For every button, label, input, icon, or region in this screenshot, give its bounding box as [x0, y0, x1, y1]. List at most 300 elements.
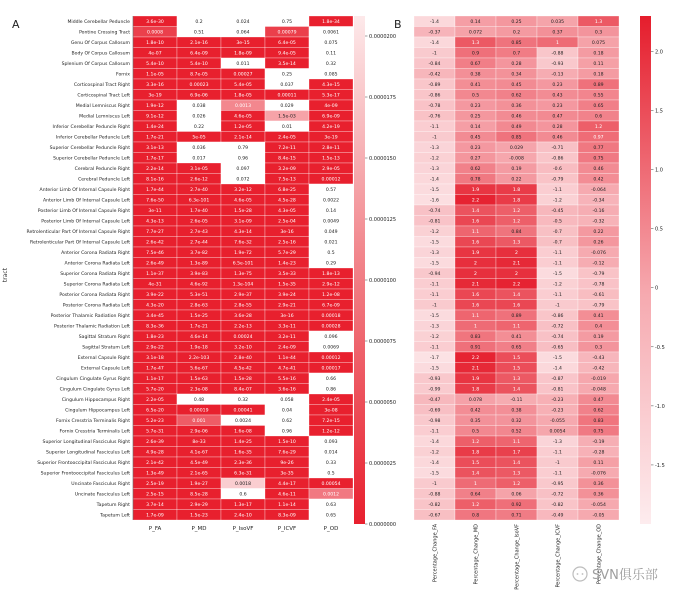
row-label: Posterior Thalamic Radiation Right: [50, 314, 130, 320]
cell-value: 2.9e-06: [190, 429, 208, 435]
cell-value: 0.22: [593, 230, 604, 236]
cell-value: -1: [432, 303, 437, 309]
cell-value: -0.99: [428, 387, 441, 393]
cell-value: -1.3: [430, 324, 439, 330]
cell-value: -0.019: [591, 377, 606, 383]
cell-value: 6.9e-09: [322, 114, 340, 120]
cell-value: 2.6e-12: [190, 177, 208, 183]
cell-value: 0.97: [593, 135, 604, 141]
cell-value: 8.7e-05: [190, 72, 208, 78]
cell-value: -1: [555, 461, 560, 467]
cell-value: 8e-33: [192, 440, 206, 446]
cell-value: 0.2: [512, 30, 521, 36]
row-label: Cingulum Cingulate Gyrus Left: [59, 387, 130, 393]
row-label: Cingulum Cingulate Gyrus Right: [56, 377, 130, 383]
cell-value: -1.3: [430, 167, 439, 173]
cell-value: -1.1: [430, 125, 439, 131]
cell-value: 1.8: [512, 188, 521, 194]
cell-value: 2.1e-14: [234, 135, 252, 141]
cell-value: 2.2: [512, 282, 521, 288]
cell-value: -1.4: [430, 41, 439, 47]
cell-value: 3e-35: [280, 471, 294, 477]
cell-value: -0.79: [592, 303, 605, 309]
cell-value: 3.2e-11: [278, 335, 296, 341]
cell-value: 0.62: [511, 93, 522, 99]
cell-value: 0.49: [511, 125, 522, 131]
cell-value: -0.16: [592, 209, 605, 215]
cell-value: -0.78: [428, 104, 441, 110]
cell-value: -0.23: [551, 408, 564, 414]
cell-value: -1.4: [553, 366, 562, 372]
cell-value: 3.1e-09: [234, 219, 252, 225]
cell-value: 0.18: [593, 51, 604, 57]
row-label: Sagittal Stratum Left: [82, 345, 130, 351]
cell-value: 0.96: [237, 156, 249, 162]
cell-value: 0.41: [511, 335, 522, 341]
colorbar-b: [640, 16, 665, 524]
cell-value: 0.3: [594, 30, 603, 36]
cell-value: 3e-16: [280, 230, 294, 236]
cell-value: 1.3: [471, 41, 480, 47]
cell-value: 3.4e-45: [146, 314, 164, 320]
row-label: Middle Cerebellar Peduncle: [67, 20, 130, 26]
cell-value: -1.1: [430, 345, 439, 351]
cell-value: 2.6e-49: [146, 261, 164, 267]
cell-value: -0.49: [551, 513, 564, 519]
cell-value: 2.5e-04: [278, 219, 296, 225]
cell-value: 0.11: [325, 51, 337, 57]
cell-value: 0.5: [327, 251, 335, 257]
cell-value: 6.4e-09: [190, 51, 208, 57]
cell-value: 3.1e-18: [146, 356, 164, 362]
cell-value: 1.9: [471, 188, 480, 194]
cell-value: 6.5e-20: [146, 408, 164, 414]
cell-value: 4.5e-49: [190, 461, 208, 467]
cell-value: 2.1e-42: [146, 461, 164, 467]
cell-value: 0.0008: [146, 30, 164, 36]
cell-value: 2.6e-05: [190, 219, 208, 225]
cell-value: 0.28: [552, 125, 563, 131]
cell-value: -0.5: [553, 219, 562, 225]
cell-value: -1: [432, 482, 437, 488]
colorbar-tick-label: 1.5: [655, 108, 663, 115]
cell-value: 0.48: [193, 398, 205, 404]
cell-value: 1.2: [512, 209, 521, 215]
cell-value: 3.6e-30: [146, 20, 164, 26]
cell-value: 1.8e-09: [234, 51, 252, 57]
cell-value: 4e-09: [324, 104, 338, 110]
cell-value: -0.47: [428, 398, 441, 404]
cell-value: -0.23: [551, 398, 564, 404]
cell-value: 0.14: [470, 125, 481, 131]
cell-value: 1.9e-12: [146, 104, 164, 110]
cell-value: 2.2e-05: [146, 398, 164, 404]
cell-value: 6.4e-05: [278, 41, 296, 47]
cell-value: 4.5e-28: [278, 198, 296, 204]
cell-value: 0.25: [281, 72, 293, 78]
row-label: Retrolenticular Part Of Internal Capsule Left: [29, 240, 130, 246]
column-label: P_OD: [323, 526, 339, 532]
cell-value: 0.04: [281, 408, 293, 414]
column-label: Percentage_Change_ICVF: [555, 524, 562, 588]
cell-value: 0.52: [511, 429, 522, 435]
cell-value: -0.43: [592, 356, 605, 362]
cell-value: 0.001: [192, 419, 206, 425]
cell-value: 1.5: [512, 366, 521, 372]
cell-value: 0.47: [593, 398, 604, 404]
cell-value: 1.6e-08: [234, 429, 252, 435]
cell-value: -0.32: [592, 219, 605, 225]
cell-value: -1.5: [430, 240, 439, 246]
cell-value: 2.1e-16: [190, 41, 208, 47]
cell-value: 4.6e-05: [234, 198, 252, 204]
heatmap-panel-a: [27, 16, 353, 532]
cell-value: 0.029: [509, 146, 524, 152]
cell-value: 1.8e-13: [322, 272, 340, 278]
cell-value: 0.46: [552, 135, 563, 141]
cell-value: 3e-16: [280, 314, 294, 320]
column-label: Percentage_Change_FA: [432, 524, 439, 583]
cell-value: 2.7e-44: [190, 240, 208, 246]
cell-value: -1.6: [430, 198, 439, 204]
cell-value: -0.67: [428, 513, 441, 519]
cell-value: 1: [556, 41, 559, 47]
cell-value: -0.45: [551, 209, 564, 215]
cell-value: 6.7e-09: [322, 303, 340, 309]
cell-value: 0.65: [325, 513, 337, 519]
cell-value: 0.63: [325, 503, 337, 509]
cell-value: 0.037: [280, 83, 294, 89]
cell-value: 0.64: [470, 492, 481, 498]
cell-value: 1.3e-104: [232, 282, 254, 288]
cell-value: 0.86: [325, 387, 337, 393]
cell-value: 0.55: [593, 93, 604, 99]
cell-value: 0.42: [593, 177, 604, 183]
cell-value: 1.9: [471, 251, 480, 257]
cell-value: 0.00019: [189, 408, 209, 414]
cell-value: 1.1: [512, 440, 521, 446]
cell-value: -1.5: [553, 356, 562, 362]
cell-value: 0.00027: [233, 72, 253, 78]
cell-value: 2.2e-13: [234, 324, 252, 330]
cell-value: 1.1e-05: [146, 72, 164, 78]
cell-value: 1.2: [594, 125, 603, 131]
cell-value: -0.93: [551, 62, 564, 68]
cell-value: 6.3e-31: [234, 471, 252, 477]
cell-value: 0.049: [324, 230, 338, 236]
cell-value: 1.6: [471, 303, 480, 309]
row-label: Medial Lemniscus Right: [75, 104, 130, 110]
cell-value: -1.3: [430, 146, 439, 152]
row-label: Pontine Crossing Tract: [79, 30, 130, 36]
cell-value: 0.75: [593, 429, 604, 435]
cell-value: 0.62: [470, 167, 481, 173]
cell-value: 0.4: [594, 324, 603, 330]
cell-value: -0.34: [592, 198, 605, 204]
cell-value: 0.75: [281, 20, 293, 26]
panel-b-label: B: [394, 18, 402, 31]
cell-value: 1.3: [512, 240, 521, 246]
cell-value: 7.2e-15: [322, 419, 340, 425]
cell-value: 1.9: [471, 377, 480, 383]
column-label: P_ICVF: [277, 526, 297, 532]
panel-a-label: A: [12, 18, 20, 31]
cell-value: 1.7e-09: [146, 513, 164, 519]
row-label: External Capsule Left: [81, 366, 130, 372]
cell-value: 2.9e-37: [234, 293, 252, 299]
cell-value: 2.1e-65: [190, 471, 208, 477]
cell-value: -1.1: [553, 261, 562, 267]
cell-value: 0.3: [594, 345, 603, 351]
cell-value: 0.36: [593, 492, 604, 498]
cell-value: 6.8e-25: [278, 188, 296, 194]
cell-value: 2.3e-36: [234, 461, 252, 467]
cell-value: 0.51: [193, 30, 205, 36]
cell-value: 9.4e-05: [278, 51, 296, 57]
colorbar-b-gradient: [640, 16, 651, 524]
cell-value: 0.42: [470, 408, 481, 414]
colorbar-tick-label: -1.5: [655, 462, 665, 469]
cell-value: 1.8: [471, 450, 480, 456]
cell-value: 2.6e-39: [146, 440, 164, 446]
row-label: Superior Longitudinal Fasciculus Right: [42, 440, 130, 446]
cell-value: 2.8e-55: [234, 303, 252, 309]
cell-value: -0.69: [428, 408, 441, 414]
cell-value: 3.3e-11: [278, 324, 296, 330]
row-label: Uncinate Fasciculus Right: [71, 482, 130, 488]
cell-value: -0.76: [428, 114, 441, 120]
cell-value: -0.076: [591, 251, 606, 257]
cell-value: 5.7e-31: [146, 429, 164, 435]
cell-value: 0.029: [280, 104, 294, 110]
cell-value: 1.5e-35: [278, 282, 296, 288]
cell-value: 6.3e-101: [188, 198, 210, 204]
cell-value: 0.7: [512, 51, 521, 57]
cell-value: -0.11: [510, 398, 523, 404]
cell-value: 0.8: [471, 513, 480, 519]
cell-value: 4.2e-19: [322, 125, 340, 131]
cell-value: 0.0049: [322, 219, 340, 225]
cell-value: 1.1e-14: [278, 503, 296, 509]
cell-value: 8.4e-15: [278, 156, 296, 162]
cell-value: -0.71: [551, 146, 564, 152]
cell-value: -1.2: [553, 198, 562, 204]
cell-value: -1.5: [430, 261, 439, 267]
column-label: P_MD: [191, 526, 207, 532]
cell-value: 0.14: [470, 20, 481, 26]
cell-value: 1.2: [471, 440, 480, 446]
cell-value: 0.00023: [189, 83, 209, 89]
colorbar-tick-label: 0.0000075: [369, 339, 397, 345]
cell-value: -1.2: [430, 335, 439, 341]
cell-value: -0.72: [551, 492, 564, 498]
cell-value: -1.4: [430, 440, 439, 446]
row-label: Cingulum Hippocampus Left: [65, 408, 130, 414]
column-label: Percentage_Change_IsoVF: [514, 524, 521, 590]
cell-value: 3e-11: [148, 209, 162, 215]
cell-value: -0.7: [553, 230, 562, 236]
cell-value: -1.4: [430, 177, 439, 183]
row-label: Genu Of Corpus Callosum: [70, 41, 130, 47]
cell-value: 3.5e-33: [278, 272, 296, 278]
cell-value: 1.7e-47: [146, 366, 164, 372]
cell-value: 2: [515, 251, 518, 257]
cell-value: 3.2e-12: [234, 188, 252, 194]
cell-value: 0.89: [511, 314, 522, 320]
cell-value: 0.2: [195, 20, 203, 26]
cell-value: 1.5e-23: [190, 513, 208, 519]
cell-value: 0.11: [593, 461, 604, 467]
cell-value: 1.8e-10: [146, 41, 164, 47]
cell-value: 2.2: [471, 356, 480, 362]
cell-value: 1.6: [471, 240, 480, 246]
cell-value: 0.075: [591, 41, 606, 47]
cell-value: -1.1: [553, 293, 562, 299]
cell-value: 1.8e-34: [322, 20, 340, 26]
cell-value: 2: [515, 272, 518, 278]
cell-value: 1.9e-18: [190, 345, 208, 351]
row-label: Inferior Cerebellar Peduncle Left: [55, 135, 130, 141]
cell-value: 0.036: [192, 146, 206, 152]
watermark: [573, 567, 658, 583]
cell-value: 1.8: [471, 387, 480, 393]
cell-value: 1.7e-17: [146, 156, 164, 162]
cell-value: -0.87: [551, 377, 564, 383]
cell-value: -0.89: [428, 83, 441, 89]
cell-value: 4.3e-15: [322, 83, 340, 89]
cell-value: 0.85: [511, 41, 522, 47]
cell-value: 2.4e-05: [278, 135, 296, 141]
cell-value: 0.072: [236, 177, 250, 183]
cell-value: 5.3e-51: [190, 293, 208, 299]
cell-value: 1.9e-72: [234, 251, 252, 257]
cell-value: -1.1: [430, 293, 439, 299]
colorbar-tick-label: -0.5: [655, 344, 665, 351]
cell-value: 1.4: [512, 461, 521, 467]
cell-value: -1: [432, 51, 437, 57]
cell-value: 0.6: [594, 114, 603, 120]
cell-value: -1.2: [430, 156, 439, 162]
colorbar-tick-label: 0.5: [655, 226, 663, 233]
cell-value: -0.81: [551, 387, 564, 393]
cell-value: -0.42: [428, 72, 441, 78]
cell-value: 1.7e-44: [146, 188, 164, 194]
cell-value: 0.32: [237, 398, 249, 404]
cell-value: 0.064: [236, 30, 250, 36]
cell-value: 0.097: [236, 167, 250, 173]
cell-value: 1.7: [512, 450, 521, 456]
cell-value: -1.4: [430, 461, 439, 467]
cell-value: 1.6: [471, 293, 480, 299]
row-label: Inferior Cerebellar Peduncle Right: [52, 125, 130, 131]
cell-value: 1.1e-37: [146, 272, 164, 278]
cell-value: -0.05: [592, 513, 605, 519]
cell-value: 0.00028: [321, 324, 341, 330]
cell-value: 2.8e-63: [190, 303, 208, 309]
cell-value: 1.3e-75: [234, 272, 252, 278]
colorbar-tick-label: 0.0000050: [369, 400, 397, 406]
cell-value: -1.7: [430, 356, 439, 362]
colorbar-tick-label: 0.0000150: [369, 156, 397, 162]
colorbar-tick-label: 0.0000125: [369, 217, 397, 223]
cell-value: 0.0018: [234, 482, 252, 488]
row-label: Posterior Limb Of Internal Capsule Left: [41, 219, 130, 225]
cell-value: 0.014: [324, 450, 338, 456]
cell-value: 3.9e-22: [146, 293, 164, 299]
cell-value: 0.37: [552, 30, 563, 36]
cell-value: 3e-19: [324, 135, 338, 141]
cell-value: 5e-05: [192, 135, 206, 141]
cell-value: 1.3e-49: [146, 471, 164, 477]
cell-value: 5.7e-20: [146, 387, 164, 393]
cell-value: 2.6e-42: [146, 240, 164, 246]
cell-value: 0.27: [470, 156, 481, 162]
cell-value: 5.2e-23: [146, 419, 164, 425]
row-label: Superior Cerebellar Peduncle Left: [53, 156, 130, 162]
cell-value: 0.62: [593, 408, 604, 414]
cell-value: 0.25: [511, 20, 522, 26]
row-label: Cerebral Peduncle Left: [78, 177, 130, 183]
cell-value: -0.076: [591, 471, 606, 477]
cell-value: -0.94: [428, 272, 441, 278]
cell-value: 1.2: [471, 503, 480, 509]
cell-value: 3.3e-16: [146, 83, 164, 89]
cell-value: 3.6e-28: [234, 314, 252, 320]
cell-value: -0.064: [591, 188, 606, 194]
cell-value: -0.79: [592, 272, 605, 278]
cell-value: 1: [474, 324, 477, 330]
cell-value: -1.3: [553, 440, 562, 446]
cell-value: -0.054: [591, 503, 606, 509]
colorbar-tick-label: 0.0000100: [369, 278, 397, 284]
heatmap-panel-b: [414, 16, 619, 590]
cell-value: -0.72: [551, 324, 564, 330]
cell-value: 4.4e-17: [278, 482, 296, 488]
cell-value: 4.5e-42: [234, 366, 252, 372]
cell-value: 1.1: [471, 230, 480, 236]
cell-value: 0.91: [470, 345, 481, 351]
cell-value: 0.5: [471, 93, 480, 99]
cell-value: 2.9e-22: [146, 345, 164, 351]
cell-value: 0.22: [511, 177, 522, 183]
cell-value: 0.67: [470, 62, 481, 68]
cell-value: 1.5e-63: [190, 377, 208, 383]
cell-value: -1.2: [430, 450, 439, 456]
cell-value: 0.11: [593, 62, 604, 68]
cell-value: 0.0069: [322, 345, 340, 351]
cell-value: -0.13: [551, 72, 564, 78]
cell-value: 0.01: [281, 125, 293, 131]
cell-value: 3.7e-14: [146, 503, 164, 509]
row-label: Fornix Cresstria Terminalis Right: [56, 419, 130, 425]
cell-value: 5.5e-16: [278, 377, 296, 383]
row-label: Corticospinal Tract Left: [77, 93, 130, 99]
cell-value: 2.4e-10: [234, 513, 252, 519]
cell-value: 1.4: [512, 293, 521, 299]
cell-value: 2.7e-40: [190, 188, 208, 194]
row-label: Superior Corona Radiata Left: [63, 282, 130, 288]
cell-value: 2.1: [471, 366, 480, 372]
cell-value: 0.34: [511, 72, 522, 78]
cell-value: 0.024: [236, 20, 250, 26]
row-label: Posterior Limb Of Internal Capsule Right: [37, 209, 130, 215]
cell-value: 0.00012: [321, 356, 341, 362]
cell-value: 0.0022: [322, 198, 340, 204]
cell-value: -1.1: [553, 450, 562, 456]
cell-value: 0.0024: [234, 419, 252, 425]
row-label: Anterior Limb Of Internal Capsule Right: [39, 188, 130, 194]
cell-value: 0.85: [511, 135, 522, 141]
